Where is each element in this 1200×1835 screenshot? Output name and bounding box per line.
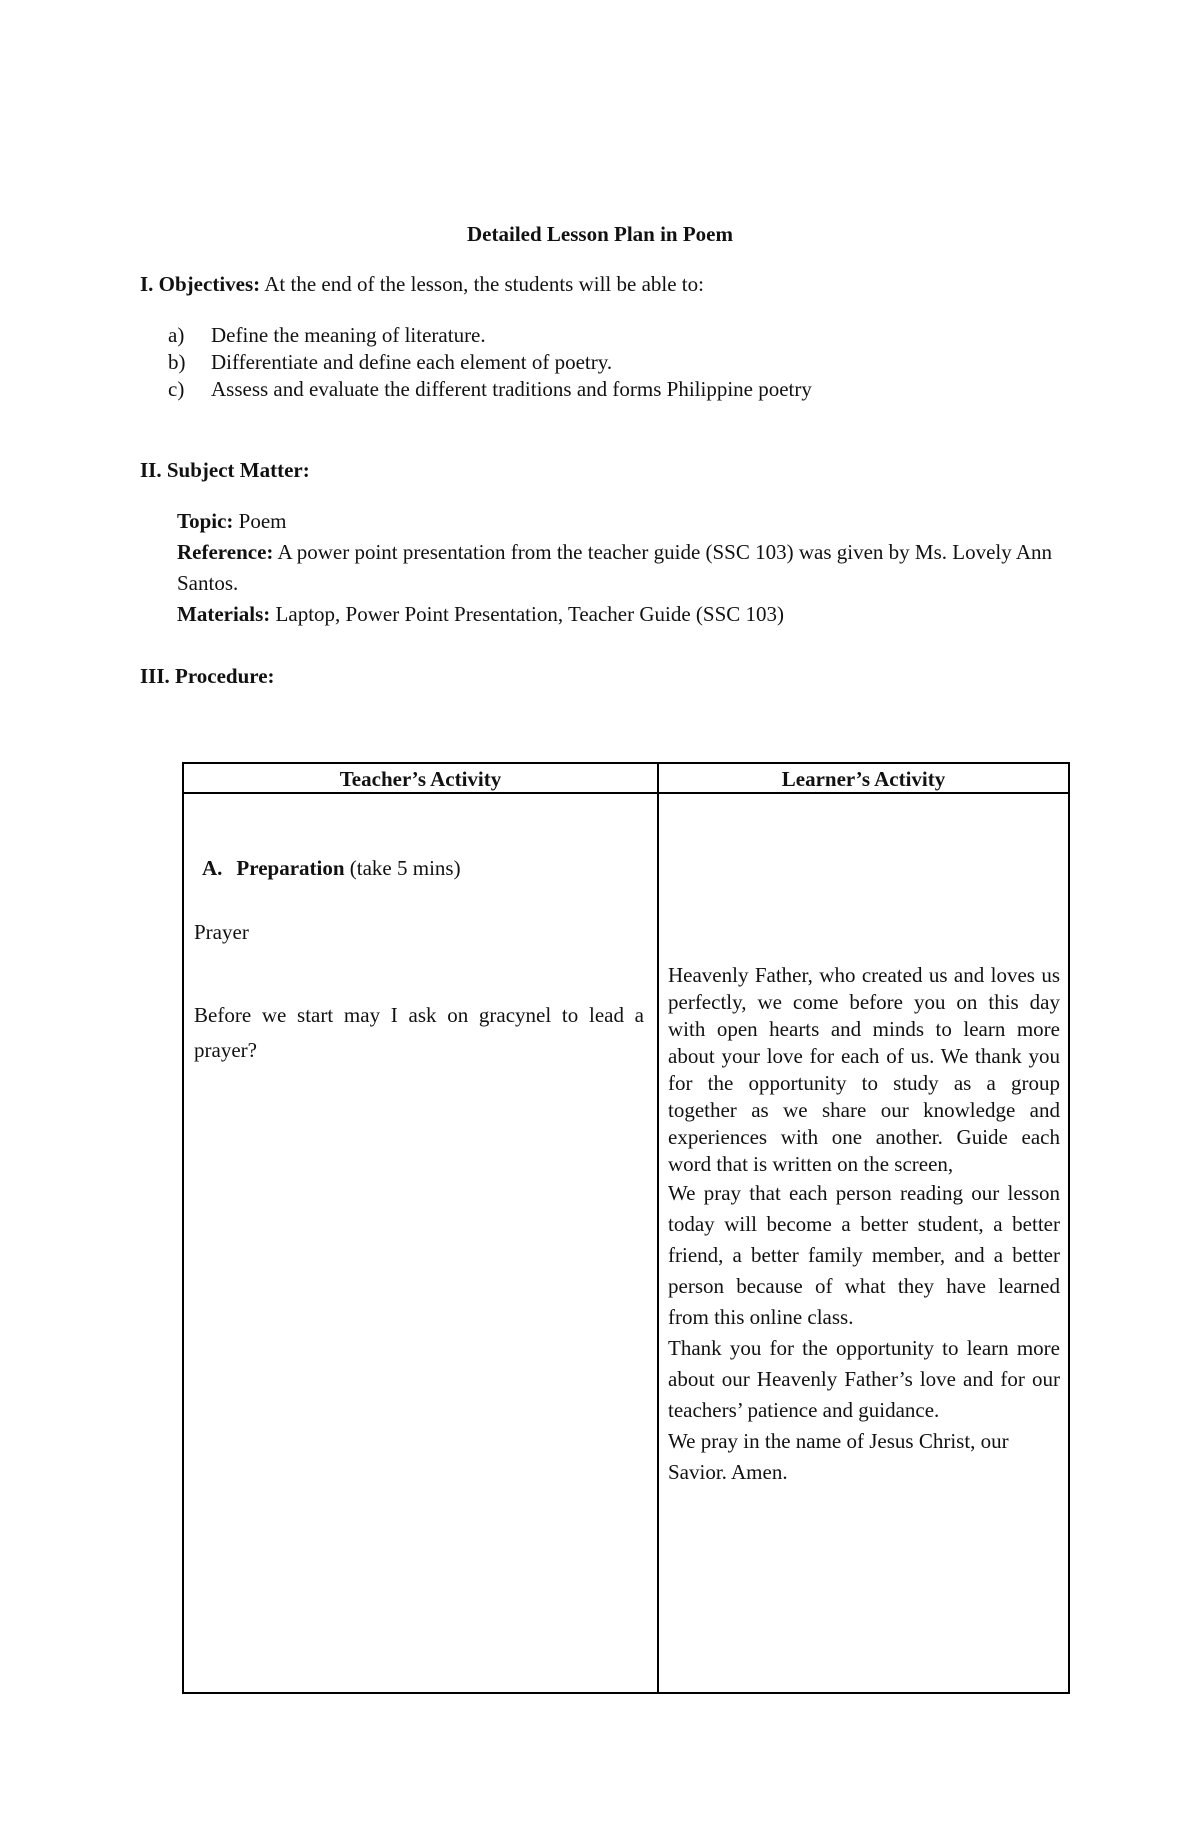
learner-activity-header: Learner’s Activity <box>781 767 946 791</box>
objectives-section <box>140 272 704 297</box>
column-divider <box>657 764 659 1692</box>
learner-prayer-paragraph: Thank you for the opportunity to learn more about our Heavenly Father’s love and for our teachers’ patience and guidance. <box>668 1336 1060 1422</box>
learner-prayer-paragraph: Heavenly Father, who created us and loves us perfectly, we come before you on this day with open hearts and minds to learn more about your love for each of us. We thank you for the opportunity to study as a group together as we share our knowledge and experiences with one another. Guide each word that is written on the screen, <box>668 963 1060 1176</box>
preparation-title: Preparation <box>236 856 345 880</box>
objectives-heading: I. Objectives: <box>140 272 261 296</box>
list-item <box>168 376 812 403</box>
learner-prayer-paragraph: We pray that each person reading our lesson today will become a better student, a better friend, a better family member, and a better person because of what they have learned from this online class. <box>668 1181 1060 1329</box>
topic-value: Poem <box>233 509 287 533</box>
preparation-letter: A. <box>202 856 223 880</box>
topic-line <box>177 506 1057 537</box>
objectives-intro: At the end of the lesson, the students will be able to: <box>260 272 704 296</box>
reference-value: A power point presentation from the teacher guide (SSC 103) was given by Ms. Lovely Ann Santos. <box>177 540 1053 595</box>
topic-label: Topic: <box>177 509 234 533</box>
header-divider <box>184 792 1068 794</box>
prayer-label: Prayer <box>194 920 249 944</box>
list-item <box>168 349 812 376</box>
objective-text: Differentiate and define each element of poetry. <box>211 350 613 374</box>
preparation-note: (take 5 mins) <box>344 856 461 880</box>
learner-prayer-paragraph: We pray in the name of Jesus Christ, our Savior. Amen. <box>668 1429 1009 1484</box>
procedure-heading: III. Procedure: <box>140 664 275 688</box>
list-marker: c) <box>168 377 185 401</box>
reference-line <box>177 537 1057 599</box>
subject-matter-heading: II. Subject Matter: <box>140 458 310 482</box>
materials-label: Materials: <box>177 602 271 626</box>
materials-value: Laptop, Power Point Presentation, Teacher Guide (SSC 103) <box>270 602 785 626</box>
teacher-prompt: Before we start may I ask on gracynel to lead a prayer? <box>194 1003 644 1062</box>
procedure-table <box>182 762 1070 1694</box>
document-title: Detailed Lesson Plan in Poem <box>467 222 733 246</box>
list-marker: b) <box>168 350 186 374</box>
materials-line <box>177 599 1057 630</box>
subject-matter-block <box>177 506 1057 630</box>
preparation-heading <box>202 856 461 881</box>
reference-label: Reference: <box>177 540 274 564</box>
teacher-activity-header: Teacher’s Activity <box>339 767 502 791</box>
objectives-list <box>168 322 812 403</box>
learner-activity-cell <box>668 962 1060 1488</box>
objective-text: Assess and evaluate the different traditions and forms Philippine poetry <box>211 377 812 401</box>
list-item <box>168 322 812 349</box>
objective-text: Define the meaning of literature. <box>211 323 486 347</box>
list-marker: a) <box>168 323 185 347</box>
